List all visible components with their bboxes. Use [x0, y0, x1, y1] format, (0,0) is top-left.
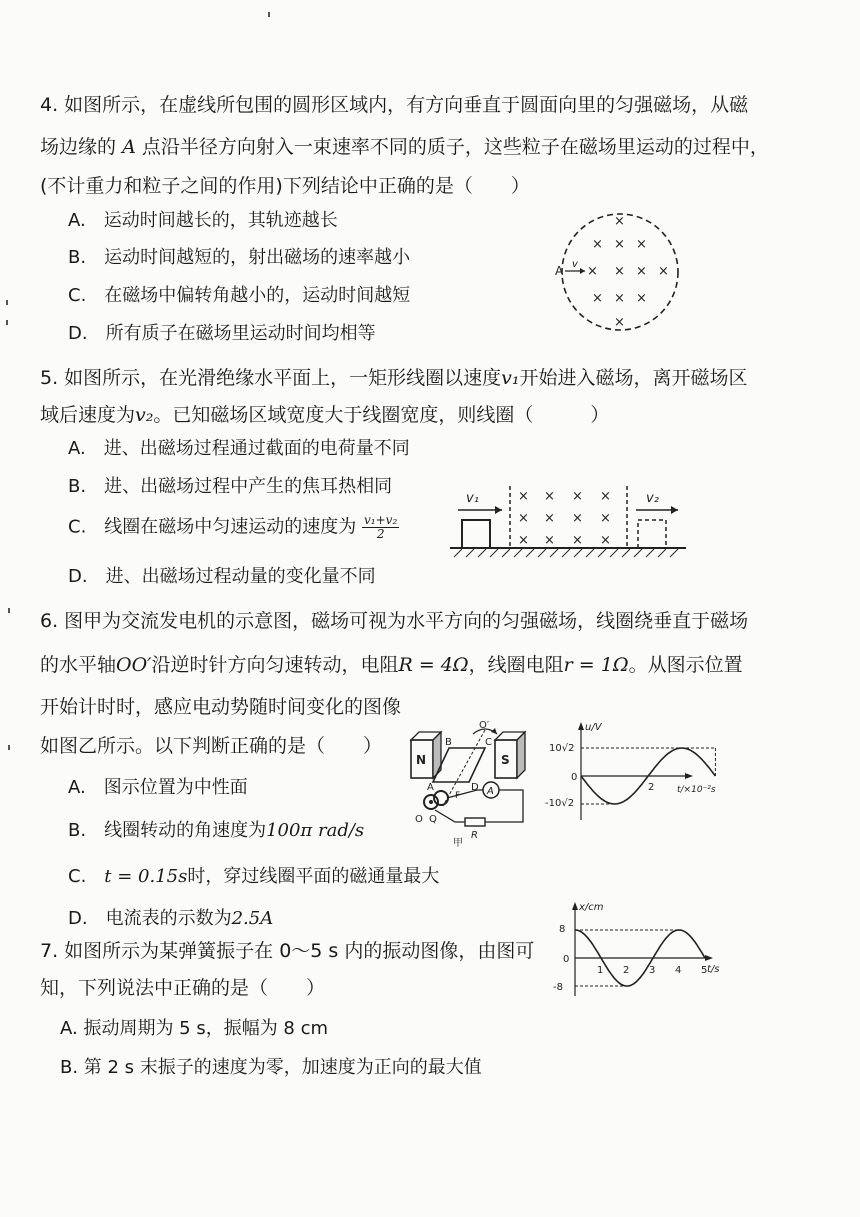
o-prime-label: O′: [479, 720, 490, 731]
wave-x-axis-arrow: [685, 773, 693, 779]
field-cross: ×: [636, 237, 647, 252]
q6-line-4: 如图乙所示。以下判断正确的是（ ）: [40, 735, 383, 757]
field-cross: ×: [592, 237, 603, 252]
svg-text:×: ×: [544, 511, 555, 526]
scan-speck: [8, 608, 10, 613]
field-cross: ×: [614, 237, 625, 252]
q4-option-c: C. 在磁场中偏转角越小的，运动时间越短: [68, 285, 411, 306]
osc-x-axis-label: t/s: [707, 964, 720, 975]
q6-option-d-value: 2.5A: [231, 908, 274, 929]
wave-y-bottom-label: -10√2: [545, 798, 575, 809]
svg-text:×: ×: [518, 511, 529, 526]
q6-option-d: [68, 906, 273, 932]
scan-speck: [6, 320, 8, 325]
svg-text:×: ×: [572, 511, 583, 526]
q5-line-2: [40, 402, 609, 428]
q5-line-2a: 域后速度为: [40, 404, 136, 426]
svg-text:×: ×: [518, 489, 529, 504]
osc-x-tick-3: 3: [649, 965, 656, 976]
field-cross: ×: [587, 264, 598, 279]
q5-line-2b: 。已知磁场区域宽度大于线圈宽度，则线圈（ ）: [153, 404, 610, 426]
slip-ring-hub: [429, 800, 433, 804]
fraction-numerator: v₁+v₂: [364, 513, 398, 527]
q4-line-2b: 点沿半径方向射入一束速率不同的质子，这些粒子在磁场里运动的过程中，: [141, 136, 769, 158]
q6-line-1: 6. 图甲为交流发电机的示意图，磁场可视为水平方向的匀强磁场，线圈绕垂直于磁场: [40, 610, 749, 632]
svg-text:×: ×: [518, 533, 529, 548]
svg-text:×: ×: [544, 489, 555, 504]
ammeter-label: A: [487, 786, 494, 797]
q7-line-1: 7. 如图所示为某弹簧振子在 0～5 s 内的振动图像，由图可: [40, 940, 535, 962]
svg-text:×: ×: [572, 533, 583, 548]
q4-line-2: [40, 134, 769, 160]
v1-arrow-head: [495, 506, 502, 514]
q6-line-2d: 。从图示位置: [628, 654, 743, 676]
field-cross: ×: [636, 264, 647, 279]
generator-diagram: [405, 718, 540, 848]
osc-y-top-label: 8: [559, 924, 566, 935]
osc-y-axis-arrow: [572, 902, 578, 910]
ground-hatching: [454, 549, 678, 557]
q6-option-b-value: 100π rad/s: [266, 820, 365, 841]
fraction-denominator: 2: [376, 527, 385, 541]
q5-line-1b: 开始进入磁场，离开磁场区: [519, 367, 748, 389]
magnet-s-side: [517, 732, 525, 778]
s-pole-label: S: [501, 753, 510, 767]
coil-initial: [462, 520, 490, 548]
q4-option-d: D. 所有质子在磁场里运动时间均相等: [68, 323, 376, 344]
osc-x-tick-2: 2: [623, 965, 630, 976]
q6-line-3: 开始计时时，感应电动势随时间变化的图像: [40, 696, 402, 718]
q5-line-1a: 5. 如图所示，在光滑绝缘水平面上，一矩形线圈以速度: [40, 367, 502, 389]
q7-line-2: 知，下列说法中正确的是（ ）: [40, 977, 326, 999]
wave-origin-label: 0: [571, 772, 578, 783]
svg-text:×: ×: [600, 489, 611, 504]
coil-corner-c: C: [485, 737, 492, 748]
field-crosses: [587, 214, 669, 330]
q6-option-c-value: t = 0.15s: [104, 866, 188, 887]
field-cross: ×: [592, 291, 603, 306]
q6-option-b: [68, 818, 364, 844]
osc-x-tick-4: 4: [675, 965, 682, 976]
q7-option-b: B. 第 2 s 末振子的速度为零，加速度为正向的最大值: [60, 1057, 482, 1078]
osc-x-tick-labels: [597, 965, 707, 976]
velocity-arrow-head: [580, 268, 585, 274]
brush-f-label: F: [455, 791, 461, 801]
q5-line-1: [40, 365, 748, 391]
field-cross: ×: [614, 264, 625, 279]
q-label: Q: [429, 814, 437, 825]
q4-option-b: B. 运动时间越短的，射出磁场的速率越小: [68, 247, 411, 268]
q6-line-2c: ，线圈电阻: [468, 654, 564, 676]
scan-speck: [268, 12, 270, 17]
q4-line-2a: 场边缘的: [40, 136, 117, 158]
wave-y-top-label: 10√2: [549, 743, 575, 754]
q5-option-c-text: C. 线圈在磁场中匀速运动的速度为: [68, 516, 357, 538]
wave-y-axis-arrow: [578, 722, 584, 730]
wave-x-tick-label: 2: [648, 782, 655, 793]
coil-corner-d: D: [471, 782, 479, 793]
q5-field-crosses: [518, 489, 611, 548]
svg-text:×: ×: [544, 533, 555, 548]
q5-v2: v₂: [135, 404, 154, 426]
wave-x-axis-label: t/×10⁻²s: [677, 785, 716, 795]
q5-option-b: B. 进、出磁场过程中产生的焦耳热相同: [68, 476, 393, 497]
q5-option-a: A. 进、出磁场过程通过截面的电荷量不同: [68, 438, 410, 459]
o-label: O: [415, 814, 423, 825]
q5-coil-field-figure: [450, 480, 690, 562]
resistor-icon: [465, 818, 485, 826]
velocity-label: v: [572, 259, 578, 270]
field-cross: ×: [614, 315, 625, 330]
q6-line-2b: 沿逆时针方向匀速转动，电阻: [151, 654, 399, 676]
q6-option-a: A. 图示位置为中性面: [68, 777, 248, 798]
q5-v1: v₁: [501, 367, 520, 389]
q5-option-c-fraction: [362, 514, 399, 541]
figure-caption-jia: 甲: [453, 838, 463, 848]
field-cross: ×: [636, 291, 647, 306]
q4-line-1: 4. 如图所示，在虚线所包围的圆形区域内，有方向垂直于圆面向里的匀强磁场，从磁: [40, 94, 749, 116]
osc-y-axis-label: x/cm: [579, 902, 604, 913]
q4-line-3: (不计重力和粒子之间的作用)下列结论中正确的是（ ）: [40, 175, 530, 197]
q6-option-b-text: B. 线圈转动的角速度为: [68, 820, 267, 841]
osc-x-axis-arrow: [705, 955, 713, 961]
osc-x-tick-5: 5: [701, 965, 708, 976]
scan-speck: [6, 300, 8, 305]
q4-option-a: A. 运动时间越长的，其轨迹越长: [68, 210, 338, 231]
field-cross: ×: [658, 264, 669, 279]
emf-wave-chart: [545, 718, 725, 824]
q6-coil-resistance: r = 1Ω: [563, 654, 629, 676]
q6-axis: OO′: [116, 654, 152, 676]
q6-line-2a: 的水平轴: [40, 654, 117, 676]
osc-y-bottom-label: -8: [553, 982, 563, 993]
field-cross: ×: [614, 214, 625, 229]
wave-y-axis-label: u/V: [585, 722, 602, 733]
q4-point-a: A: [122, 136, 136, 158]
q6-option-c: [68, 864, 439, 890]
coil-final: [638, 520, 666, 548]
q7-option-a: A. 振动周期为 5 s，振幅为 8 cm: [60, 1018, 329, 1039]
q6-option-d-text: D. 电流表的示数为: [68, 908, 232, 929]
oscillation-chart: [545, 900, 725, 1000]
q4-magnetic-circle-figure: [555, 205, 685, 340]
q6-resistance: R = 4Ω: [398, 654, 469, 676]
osc-x-tick-1: 1: [597, 965, 604, 976]
resistor-label: R: [471, 830, 478, 841]
magnet-n-side: [433, 732, 441, 778]
v2-arrow-head: [671, 506, 678, 514]
svg-text:×: ×: [600, 533, 611, 548]
coil-corner-a: A: [427, 782, 434, 793]
v2-label: v₂: [646, 491, 659, 506]
q6-option-c-text: 时，穿过线圈平面的磁通量最大: [187, 866, 440, 887]
v1-label: v₁: [466, 491, 479, 506]
entry-point-label: A: [555, 264, 564, 278]
svg-text:×: ×: [600, 511, 611, 526]
q5-option-d: D. 进、出磁场过程动量的变化量不同: [68, 566, 376, 587]
circuit-wire-bottom: [435, 810, 465, 822]
q6-option-c-prefix: C.: [68, 866, 105, 887]
field-cross: ×: [614, 291, 625, 306]
svg-text:×: ×: [572, 489, 583, 504]
osc-origin-label: 0: [563, 954, 570, 965]
q6-line-2: [40, 652, 743, 678]
q5-option-c: [68, 514, 399, 541]
n-pole-label: N: [416, 753, 427, 767]
coil-corner-b: B: [445, 737, 452, 748]
scan-speck: [8, 745, 10, 750]
